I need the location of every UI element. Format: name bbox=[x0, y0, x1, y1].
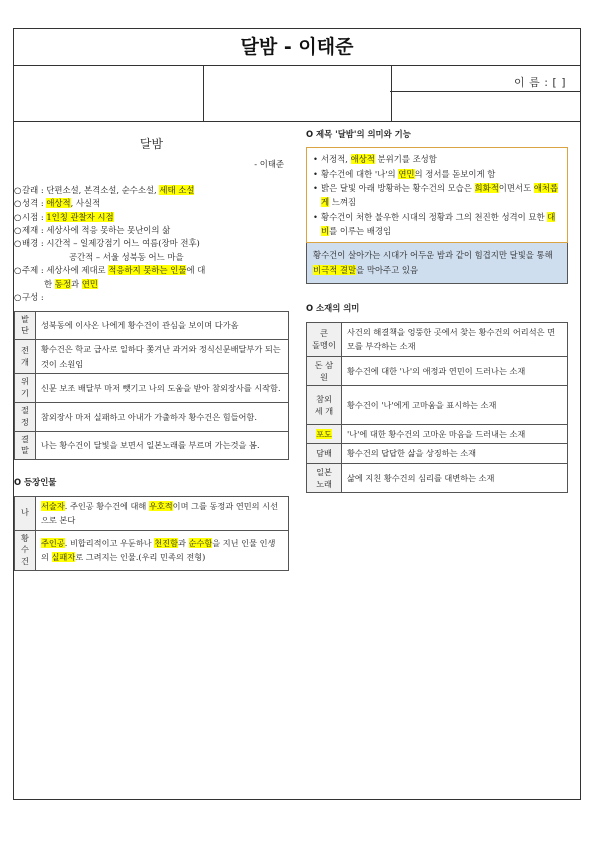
highlight: 실패자 bbox=[51, 552, 76, 563]
material-label bbox=[307, 322, 342, 356]
text: 황수건이 살아가는 시대가 어두운 밤과 같이 힘겹지만 달빛을 통해 bbox=[313, 250, 553, 261]
table-row bbox=[307, 356, 568, 386]
table-row bbox=[15, 374, 289, 403]
text: 시점 : bbox=[22, 211, 47, 222]
text: . 주인공 황수건에 대해 bbox=[64, 500, 149, 511]
list-item bbox=[313, 167, 561, 181]
table-row bbox=[307, 322, 568, 356]
highlight: 1인칭 관찰자 시점 bbox=[46, 211, 114, 222]
info-structure bbox=[14, 291, 289, 304]
text: 을 지닌 인물 인생의 bbox=[41, 537, 276, 563]
text: 이면서도 bbox=[498, 183, 534, 193]
structure-text: 참외장사 마저 실패하고 아내가 가출하자 황수건은 힘들어함. bbox=[36, 402, 289, 431]
list-item bbox=[313, 210, 561, 239]
info-text: 제재 : 세상사에 적응 못하는 못난이의 삶 bbox=[22, 224, 171, 235]
circle-bullet-icon: ○ bbox=[14, 292, 22, 303]
info-character bbox=[14, 197, 289, 210]
text: 성격 : bbox=[22, 198, 47, 209]
item-text bbox=[321, 152, 437, 166]
text: , 사실적 bbox=[70, 198, 101, 209]
material-text: '나'에 대한 황수건의 고마운 마음을 드러내는 소재 bbox=[342, 425, 568, 444]
bullet-icon: • bbox=[313, 183, 318, 193]
title-meaning-box bbox=[306, 147, 568, 243]
text: 전 개 bbox=[21, 344, 29, 367]
info-background bbox=[14, 237, 289, 250]
text: 황수건이 처한 불우한 시대의 정황과 그의 천진한 성격이 묘한 bbox=[321, 211, 548, 222]
work-title: 달밤 bbox=[139, 137, 164, 151]
structure-label bbox=[15, 374, 36, 403]
characters-table bbox=[14, 496, 289, 571]
right-column bbox=[306, 128, 568, 493]
text: 밝은 달빛 아래 방황하는 황수건의 모습은 bbox=[321, 183, 475, 193]
table-row bbox=[307, 386, 568, 425]
highlight: 대비 bbox=[321, 211, 556, 236]
text: 황 수 건 bbox=[21, 532, 29, 567]
text: 의 정서를 돋보이게 함 bbox=[414, 168, 496, 179]
highlight: 서술자 bbox=[41, 500, 65, 511]
text: 주제 : 세상사에 제대로 bbox=[22, 265, 109, 276]
circle-bullet-icon: ○ bbox=[14, 238, 22, 249]
table-row bbox=[15, 496, 289, 530]
work-author: - 이태준 bbox=[254, 159, 284, 170]
student-info-row bbox=[14, 66, 580, 122]
material-text: 황수건의 답답한 삶을 상징하는 소재 bbox=[342, 444, 568, 463]
material-text: 황수건에 대한 '나'의 애정과 연민이 드러나는 소재 bbox=[342, 356, 568, 386]
table-row bbox=[307, 425, 568, 444]
text: 황수건에 대한 '나'의 bbox=[321, 168, 399, 179]
highlight: 애처롭게 bbox=[321, 183, 559, 208]
highlight: 포도 bbox=[316, 429, 332, 440]
item-text bbox=[321, 167, 495, 181]
characters-heading: O 등장인물 bbox=[14, 477, 57, 488]
info-text: 배경 : 시간적 – 일제강점기 어느 여름(장마 전후) bbox=[22, 238, 200, 249]
highlight: 연민 bbox=[81, 278, 98, 289]
text: 발 단 bbox=[21, 313, 29, 336]
text: 한 bbox=[44, 278, 55, 289]
structure-text: 황수건은 학교 급사로 일하다 쫓겨난 과거와 정식신문배달부가 되는것이 소원임 bbox=[36, 340, 289, 374]
text: 과 bbox=[70, 278, 82, 289]
table-row bbox=[15, 530, 289, 571]
text: 을 막아주고 있음 bbox=[356, 265, 419, 276]
structure-text: 나는 황수건이 달빛을 보면서 일본노래를 부르며 가는것을 봄. bbox=[36, 431, 289, 460]
highlight: 적응하지 못하는 인물 bbox=[108, 265, 187, 276]
text: 갈래 : 단편소설, 본격소설, 순수소설, bbox=[22, 184, 160, 195]
text: 절 정 bbox=[21, 404, 29, 427]
item-text bbox=[321, 181, 561, 210]
table-row bbox=[15, 311, 289, 340]
circle-bullet-icon: ○ bbox=[14, 184, 22, 195]
info-text bbox=[22, 197, 100, 210]
highlight: 우호적 bbox=[148, 500, 173, 511]
circle-bullet-icon: ○ bbox=[14, 265, 22, 276]
character-text bbox=[36, 530, 289, 571]
text: 위 기 bbox=[21, 376, 29, 398]
material-label bbox=[307, 425, 342, 444]
info-text bbox=[22, 184, 194, 197]
table-row bbox=[15, 340, 289, 374]
info-cell-2 bbox=[204, 66, 392, 121]
material-label bbox=[307, 356, 342, 386]
info-cell-1 bbox=[14, 66, 204, 121]
circle-bullet-icon: ○ bbox=[14, 224, 22, 235]
text: 서정적, bbox=[321, 154, 351, 165]
materials-heading: O 소재의 의미 bbox=[306, 303, 360, 314]
materials-table bbox=[306, 322, 568, 494]
bullet-icon: • bbox=[313, 168, 318, 179]
material-label bbox=[307, 386, 342, 425]
list-item bbox=[313, 152, 561, 166]
text: 이며 그를 동정과 연민의 시선으로 본다 bbox=[41, 500, 278, 526]
highlight: 동정 bbox=[54, 278, 71, 289]
structure-table bbox=[14, 311, 289, 461]
divider bbox=[390, 91, 580, 92]
highlight: 주인공 bbox=[41, 537, 65, 548]
highlight: 순수함 bbox=[188, 537, 213, 548]
highlight: 비극적 결말 bbox=[313, 265, 357, 276]
text: 일본 노래 bbox=[316, 466, 332, 490]
title-meaning-summary bbox=[306, 243, 568, 284]
highlight: 연민 bbox=[398, 168, 415, 179]
info-viewpoint bbox=[14, 211, 289, 224]
material-text: 황수건이 '나'에게 고마움을 표시하는 소재 bbox=[342, 386, 568, 425]
material-text: 삶에 지친 황수건의 심리를 대변하는 소재 bbox=[342, 463, 568, 493]
info-subject bbox=[14, 224, 289, 237]
text: 분위기를 조성함 bbox=[374, 154, 437, 165]
table-row bbox=[307, 444, 568, 463]
info-theme bbox=[14, 264, 289, 291]
item-text bbox=[321, 210, 561, 239]
bullet-icon: • bbox=[313, 154, 318, 165]
structure-label bbox=[15, 340, 36, 374]
highlight: 희화적 bbox=[474, 183, 499, 193]
highlight: 천진함 bbox=[154, 537, 178, 548]
text: 돈 삼 원 bbox=[314, 359, 334, 382]
text: 에 대 bbox=[186, 265, 206, 276]
info-text bbox=[22, 211, 114, 224]
info-text bbox=[22, 264, 205, 291]
material-text: 사건의 해결책을 엉뚱한 곳에서 찾는 황수건의 어리석은 면모를 부각하는 소재 bbox=[342, 322, 568, 356]
circle-bullet-icon: ○ bbox=[14, 211, 22, 222]
table-row bbox=[15, 402, 289, 431]
page-title: 달밤 - 이태준 bbox=[14, 29, 580, 66]
table-row bbox=[15, 431, 289, 460]
circle-bullet-icon: ○ bbox=[14, 198, 22, 209]
highlight: 애상적 bbox=[350, 154, 375, 165]
text: 참외 세 개 bbox=[314, 393, 334, 417]
bullet-icon: • bbox=[313, 211, 318, 222]
list-item bbox=[313, 181, 561, 210]
structure-label bbox=[15, 431, 36, 460]
character-label bbox=[15, 530, 36, 571]
text: 결 말 bbox=[21, 433, 29, 456]
text: 로 그려지는 인물.(우리 민족의 전형) bbox=[75, 552, 206, 563]
material-label bbox=[307, 444, 342, 463]
title-meaning-heading: O 제목 '달밤'의 의미와 기능 bbox=[306, 129, 411, 139]
highlight: 세태 소설 bbox=[159, 184, 195, 195]
structure-text: 성북동에 이사온 나에게 황수건이 관심을 보이며 다가옴 bbox=[36, 311, 289, 340]
text: 느껴짐 bbox=[329, 197, 357, 208]
text: 과 bbox=[177, 537, 189, 548]
info-text: 구성 : bbox=[22, 292, 44, 303]
text: 담배 bbox=[316, 448, 332, 459]
highlight: 애상적 bbox=[46, 198, 71, 209]
name-label: 이 름 : [ ] bbox=[513, 76, 566, 89]
table-row bbox=[307, 463, 568, 493]
material-label bbox=[307, 463, 342, 493]
character-text bbox=[36, 496, 289, 530]
text: . 비합리적이고 우둔하나 bbox=[64, 537, 155, 548]
left-column bbox=[14, 135, 289, 571]
info-background-2: 공간적 – 서울 성북동 어느 마을 bbox=[69, 251, 184, 262]
info-genre bbox=[14, 184, 289, 197]
character-label: 나 bbox=[15, 496, 36, 530]
structure-text: 신문 보조 배달부 마저 뺏기고 나의 도움을 받아 참외장사를 시작함. bbox=[36, 374, 289, 403]
structure-label bbox=[15, 311, 36, 340]
structure-label bbox=[15, 402, 36, 431]
text: 큰 돌멩이 bbox=[312, 327, 336, 351]
text: 를 이루는 배경임 bbox=[329, 225, 392, 236]
